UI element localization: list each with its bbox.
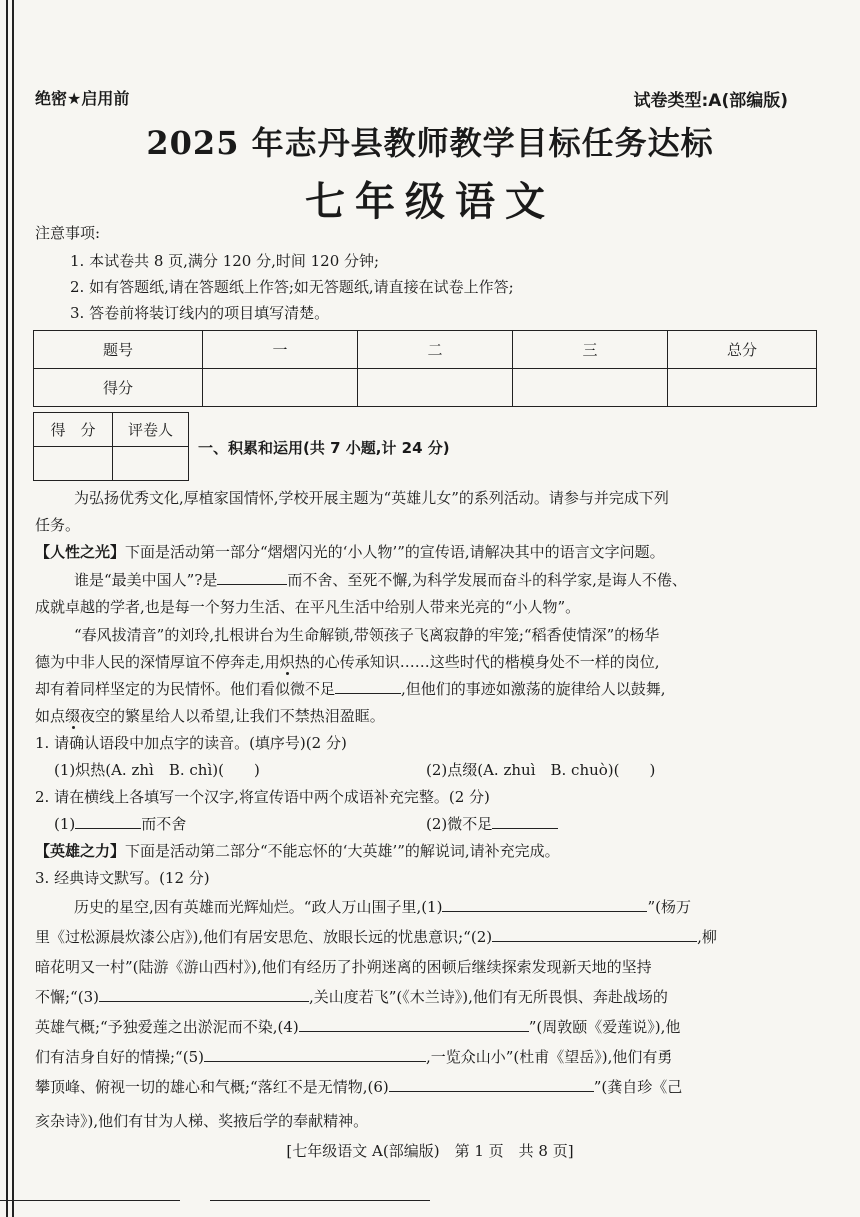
poem-text: ,关山度若飞”(《木兰诗》),他们有无所畏惧、奔赴战场的 [308, 988, 668, 1006]
answer-blank[interactable] [217, 568, 287, 585]
exam-title: 2025 年志丹县教师教学目标任务达标 [146, 124, 714, 162]
bottom-rule-right [210, 1200, 430, 1201]
page-footer: [七年级语文 A(部编版) 第 1 页 共 8 页] [286, 1142, 574, 1160]
passage-line [74, 566, 687, 594]
question-1-option-1: (1)炽热(A. zhì B. chì)( ) [54, 761, 260, 779]
score-input-cell[interactable] [203, 369, 358, 407]
answer-blank[interactable] [492, 925, 697, 942]
answer-blank[interactable] [492, 812, 558, 829]
grader-table [33, 412, 189, 481]
poem-line: 暗花明又一村”(陆游《游山西村》),他们有经历了扑朔迷离的困顿后继续探索发现新天地的坚持 [35, 958, 652, 976]
passage-text: 夜空的繁星给人以希望,让我们不禁热泪盈眶。 [80, 707, 385, 725]
question-text: 而不舍 [141, 815, 187, 833]
part2-text: 下面是活动第二部分“不能忘怀的‘大英雄’”的解说词,请补充完成。 [125, 842, 560, 860]
score-input-cell[interactable] [668, 369, 817, 407]
poem-text: 不懈;“(3) [35, 988, 99, 1006]
table-row [34, 413, 189, 447]
poem-text: 们有洁身自好的情操;“(5) [35, 1048, 204, 1066]
poem-text: ”(龚自珍《己 [593, 1078, 683, 1096]
poem-text: ,柳 [697, 928, 717, 946]
poem-text: ”(杨万 [647, 898, 691, 916]
poem-text: 英雄气概;“予独爱莲之出淤泥而不染,(4) [35, 1018, 299, 1036]
passage-text: 如点 [35, 707, 66, 725]
passage-line [35, 675, 666, 703]
table-cell: 得 分 [34, 413, 113, 447]
part2-heading [35, 837, 560, 865]
table-cell: 得分 [34, 369, 203, 407]
table-row [34, 369, 817, 407]
poem-line [74, 892, 691, 922]
question-2: 2. 请在横线上各填写一个汉字,将宣传语中两个成语补充完整。(2 分) [35, 788, 490, 806]
table-row [34, 331, 817, 369]
dotted-char: 炽 [279, 653, 295, 671]
poem-text: ,一览众山小”(杜甫《望岳》),他们有勇 [425, 1048, 673, 1066]
grader-input-cell[interactable] [113, 447, 189, 481]
table-cell: 总分 [668, 331, 817, 369]
passage-text: 德为中非人民的深情厚谊不停奔走,用 [35, 653, 280, 671]
answer-blank[interactable] [204, 1045, 426, 1062]
table-cell: 题号 [34, 331, 203, 369]
answer-blank[interactable] [75, 812, 141, 829]
bottom-rule-left [0, 1200, 180, 1201]
note-item: 2. 如有答题纸,请在答题纸上作答;如无答题纸,请直接在试卷上作答; [70, 278, 514, 296]
poem-line [35, 1042, 672, 1072]
confidential-label: 绝密★启用前 [35, 89, 130, 108]
intro-line: 为弘扬优秀文化,厚植家国情怀,学校开展主题为“英雄儿女”的系列活动。请参与并完成下列 [74, 489, 669, 507]
poem-text: 历史的星空,因有英雄而光辉灿烂。“政人万山围子里,(1) [74, 898, 443, 916]
question-text: (1) [54, 815, 76, 833]
part1-text: 下面是活动第一部分“熠熠闪光的‘小人物’”的宣传语,请解决其中的语言文字问题。 [125, 543, 665, 561]
table-cell: 评卷人 [113, 413, 189, 447]
note-item: 3. 答卷前将装订线内的项目填写清楚。 [70, 304, 330, 322]
part2-tag: 【英雄之力】 [35, 842, 126, 860]
notes-heading: 注意事项: [35, 224, 101, 242]
passage-text: 谁是“最美中国人”?是 [74, 571, 218, 589]
answer-blank[interactable] [389, 1075, 594, 1092]
passage-text: 却有着同样坚定的为民情怀。他们看似微不足 [35, 680, 336, 698]
poem-line [35, 1072, 682, 1102]
intro-line: 任务。 [35, 516, 81, 534]
table-cell: 二 [358, 331, 513, 369]
passage-text: ,但他们的事迹如激荡的旋律给人以鼓舞, [401, 680, 666, 698]
subject-title: 七年级语文 [305, 179, 555, 225]
answer-blank[interactable] [299, 1015, 529, 1032]
question-1: 1. 请确认语段中加点字的读音。(填序号)(2 分) [35, 734, 347, 752]
passage-line: 成就卓越的学者,也是每一个努力生活、在平凡生活中给别人带来光亮的“小人物”。 [35, 598, 581, 616]
section-title: 一、积累和运用(共 7 小题,计 24 分) [198, 439, 450, 457]
question-1-option-2: (2)点缀(A. zhuì B. chuò)( ) [426, 761, 656, 779]
poem-line [35, 982, 668, 1012]
note-item: 1. 本试卷共 8 页,满分 120 分,时间 120 分钟; [70, 252, 380, 270]
answer-blank[interactable] [335, 677, 401, 694]
question-2-item-2 [426, 810, 558, 838]
poem-text: ”(周敦颐《爱莲说》),他 [528, 1018, 681, 1036]
poem-text: 里《过松源晨炊漆公店》),他们有居安思危、放眼长远的忧患意识;“(2) [35, 928, 493, 946]
passage-line [35, 702, 385, 730]
score-table [33, 330, 817, 407]
part1-heading [35, 538, 665, 566]
poem-text: 攀顶峰、俯视一切的雄心和气概;“落红不是无情物,(6) [35, 1078, 389, 1096]
part1-tag: 【人性之光】 [35, 543, 126, 561]
passage-text: 热的心传承知识……这些时代的楷模身处不一样的岗位, [294, 653, 660, 671]
score-input-cell[interactable] [513, 369, 668, 407]
answer-blank[interactable] [99, 985, 309, 1002]
score-input-cell[interactable] [34, 447, 113, 481]
question-2-item-1 [54, 810, 186, 838]
dotted-char: 缀 [65, 707, 81, 725]
poem-line [35, 922, 717, 952]
question-text: (2)微不足 [426, 815, 493, 833]
passage-line: “春风拔清音”的刘玲,扎根讲台为生命解锁,带领孩子飞离寂静的牢笼;“稻香使情深”的杨华 [74, 626, 660, 644]
poem-line: 亥杂诗》),他们有甘为人梯、奖掖后学的奉献精神。 [35, 1112, 369, 1130]
table-cell: 三 [513, 331, 668, 369]
question-3: 3. 经典诗文默写。(12 分) [35, 869, 210, 887]
answer-blank[interactable] [442, 895, 647, 912]
poem-line [35, 1012, 680, 1042]
table-cell: 一 [203, 331, 358, 369]
passage-line [35, 648, 660, 676]
paper-type-label: 试卷类型:A(部编版) [633, 91, 788, 111]
table-row [34, 447, 189, 481]
score-input-cell[interactable] [358, 369, 513, 407]
passage-text: 而不舍、至死不懈,为科学发展而奋斗的科学家,是诲人不倦、 [287, 571, 687, 589]
